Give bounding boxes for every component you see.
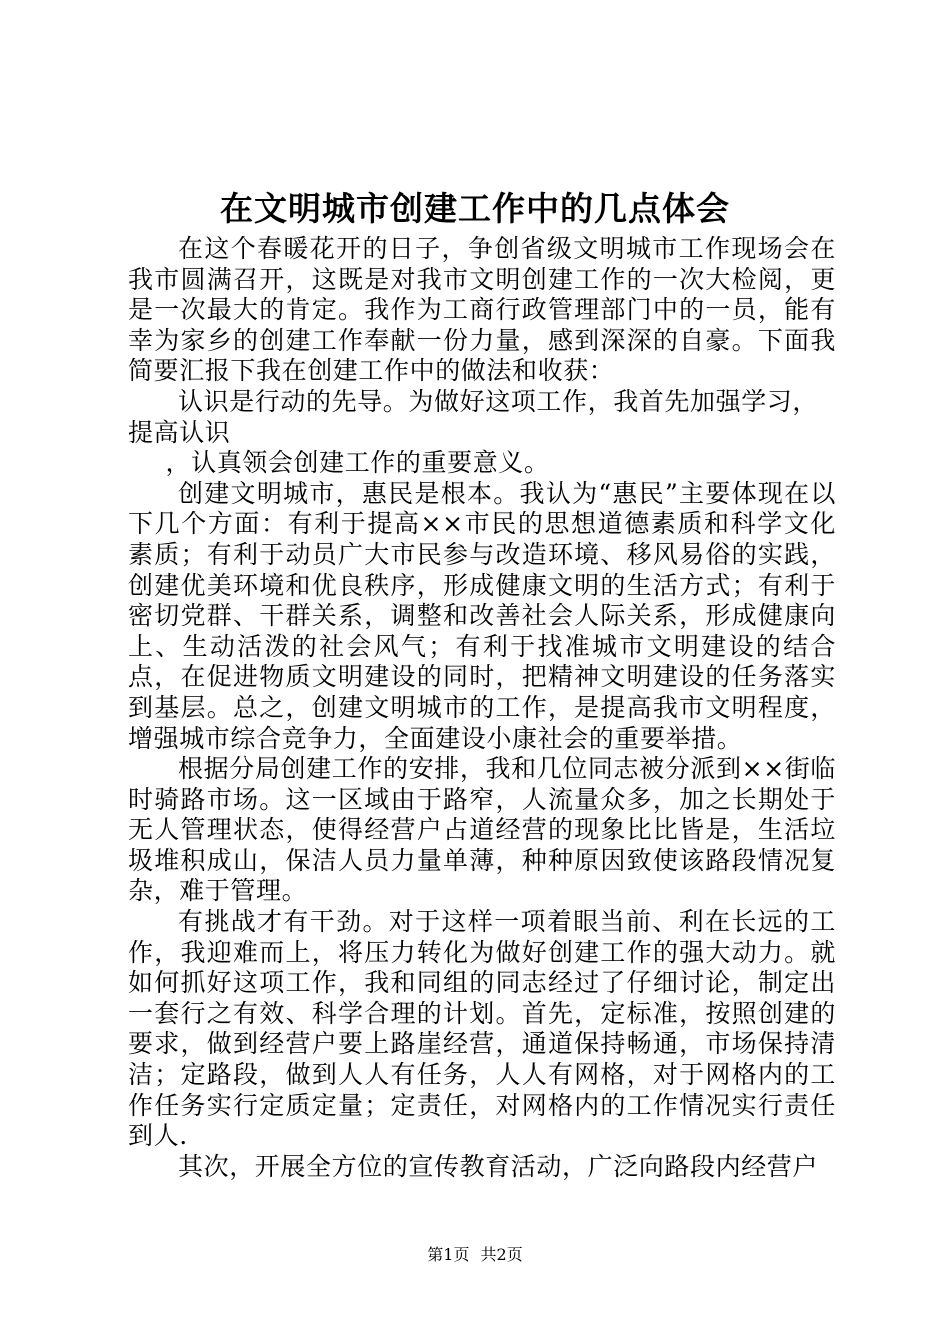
paragraph-understanding-tail: ，认真领会创建工作的重要意义。 — [165, 448, 550, 478]
page-number-current: 第1页 — [427, 1245, 470, 1264]
paragraph-publicity: 其次，开展全方位的宣传教育活动，广泛向路段内经营户 — [178, 1151, 819, 1181]
document-body — [128, 234, 836, 1182]
paragraph-intro: 在这个春暖花开的日子，争创省级文明城市工作现场会在我市圆满召开，这既是对我市文明创建工作的一次大检阅，更是一次最大的肯定。我作为工商行政管理部门中的一员，能有幸为家乡的创建工作奉献一份力量，感到深深的自豪。下面我简要汇报下我在创建工作中的做法和收获： — [128, 234, 836, 386]
paragraph-understanding: 认识是行动的先导。为做好这项工作，我首先加强学习， — [178, 386, 819, 416]
paragraph-challenge: 有挑战才有干劲。对于这样一项着眼当前、利在长远的工作，我迎难而上，将压力转化为做好创建工作的强大动力。就如何抓好这项工作，我和同组的同志经过了仔细讨论，制定出一套行之有效、科学合理的计划。首先，定标准，按照创建的要求，做到经营户要上路崖经营，通道保持畅通，市场保持清洁；定路段，做到人人有任务，人人有网格，对于网格内的工作任务实行定质定量；定责任，对网格内的工作情况实行责任到人. — [128, 907, 836, 1151]
document-title: 在文明城市创建工作中的几点体会 — [220, 189, 730, 228]
paragraph-understanding-continued: 提高认识 — [128, 417, 231, 447]
paragraph-assignment: 根据分局创建工作的安排，我和几位同志被分派到××街临时骑路市场。这一区域由于路窄，人流量众多，加之长期处于无人管理状态，使得经营户占道经营的现象比比皆是，生活垃圾堆积成山，保洁人员力量单薄，种种原因致使该路段情况复杂，难于管理。 — [128, 754, 836, 906]
paragraph-benefits: 创建文明城市，惠民是根本。我认为“惠民”主要体现在以下几个方面：有利于提高××市民的思想道德素质和科学文化素质；有利于动员广大市民参与改造环境、移风易俗的实践，创建优美环境和优良秩序，形成健康文明的生活方式；有利于密切党群、干群关系，调整和改善社会人际关系，形成健康向上、生动活泼的社会风气；有利于找准城市文明建设的结合点，在促进物质文明建设的同时，把精神文明建设的任务落实到基层。总之，创建文明城市的工作，是提高我市文明程度，增强城市综合竞争力，全面建设小康社会的重要举措。 — [128, 478, 836, 753]
page-footer — [0, 1245, 950, 1265]
page-number-total: 共2页 — [480, 1245, 523, 1264]
